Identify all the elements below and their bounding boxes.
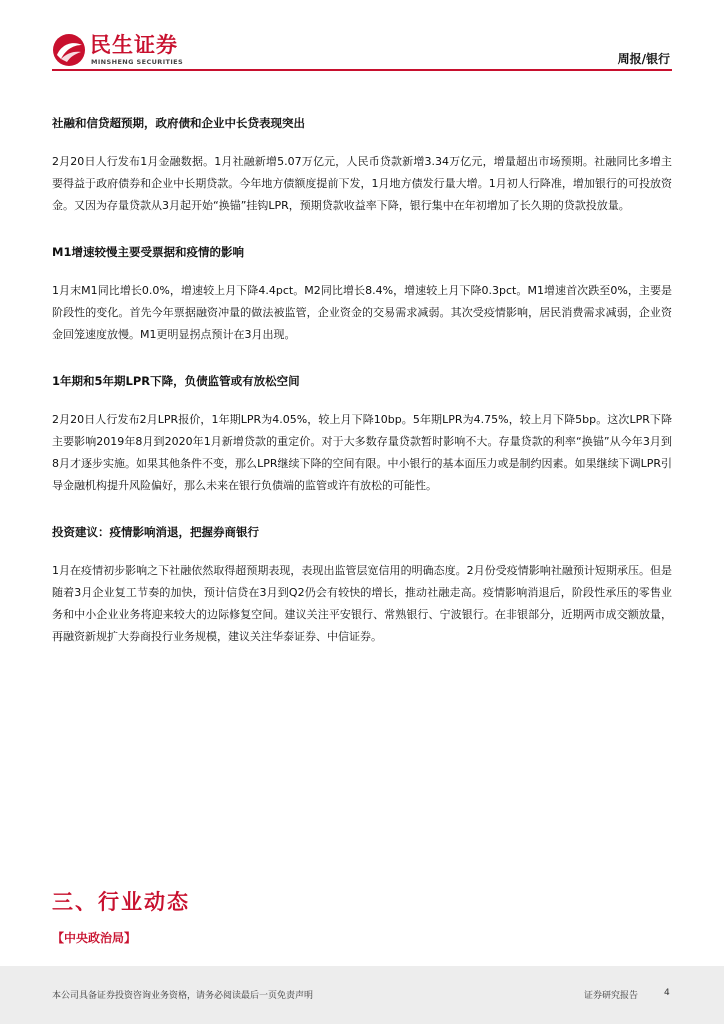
section-title: M1增速较慢主要受票据和疫情的影响 — [52, 245, 244, 259]
footer-report-label: 证券研究报告 — [584, 991, 639, 1001]
brand-name: 民生证券 — [90, 33, 178, 57]
report-body — [52, 112, 672, 672]
document-type: 周报/银行 — [617, 52, 670, 66]
section-title: 投资建议：疫情影响消退，把握券商银行 — [52, 525, 259, 539]
section-paragraph: 1月在疫情初步影响之下社融依然取得超预期表现，表现出监管层宽信用的明确态度。2月份受疫情影响社融预计短期承压。但是随着3月企业复工节奏的加快，预计信贷在3月到Q2仍会有较快的增长，推动社融走高。疫情影响消退后，阶段性承压的零售业务和中小企业业务将迎来较大的边际修复空间。建议关注平安银行、常熟银行、宁波银行。在非银部分，近期两市成交额放量，再融资新规扩大券商投行业务规模，建议关注华泰证券、中信证券。 — [52, 564, 672, 643]
minsheng-logo-icon — [52, 33, 86, 67]
section-paragraph: 1月末M1同比增长0.0%，增速较上月下降4.4pct。M2同比增长8.4%，增速较上月下降0.3pct。M1增速首次跌至0%，主要是阶段性的变化。首先今年票据融资冲量的做法被监管，企业资金的交易需求减弱。其次受疫情影响，居民消费需求减弱，企业资金回笼速度放慢。M1更明显拐点预计在3月出现。 — [52, 284, 672, 341]
brand-name-en: MINSHENG SECURITIES — [91, 58, 184, 66]
page-number: 4 — [664, 988, 670, 998]
section-title: 社融和信贷超预期，政府债和企业中长贷表现突出 — [52, 116, 305, 130]
section-3 — [52, 370, 672, 497]
page-header — [0, 0, 724, 74]
page-footer — [0, 966, 724, 1024]
section-paragraph: 2月20日人行发布1月金融数据。1月社融新增5.07万亿元，人民币贷款新增3.34万亿元，增量超出市场预期。社融同比多增主要得益于政府债券和企业中长期贷款。今年地方债额度提前下发，1月地方债发行量大增。1月初人行降准，增加银行的可投放资金。又因为存量贷款从3月起开始“换锚”挂钩LPR，预期贷款收益率下降，银行集中在年初增加了长久期的贷款投放量。 — [52, 155, 672, 212]
chapter-heading: 三、行业动态 — [52, 890, 190, 914]
section-paragraph: 2月20日人行发布2月LPR报价，1年期LPR为4.05%，较上月下降10bp。5年期LPR为4.75%，较上月下降5bp。这次LPR下降主要影响2019年8月到2020年1月新增贷款的重定价。对于大多数存量贷款暂时影响不大。存量贷款的利率“换锚”从今年3月到8月才逐步实施。如果其他条件不变，那么LPR继续下降的空间有限。中小银行的基本面压力或是制约因素。如果继续下调LPR引导金融机构提升风险偏好，那么未来在银行负债端的监管或许有放松的可能性。 — [52, 413, 672, 492]
footer-disclaimer: 本公司具备证券投资咨询业务资格，请务必阅读最后一页免责声明 — [52, 991, 314, 1001]
subsection-label: 【中央政治局】 — [52, 931, 137, 945]
section-title: 1年期和5年期LPR下降，负债监管或有放松空间 — [52, 374, 300, 388]
section-4 — [52, 521, 672, 648]
section-1 — [52, 112, 672, 217]
header-divider — [52, 69, 672, 71]
section-2 — [52, 241, 672, 346]
